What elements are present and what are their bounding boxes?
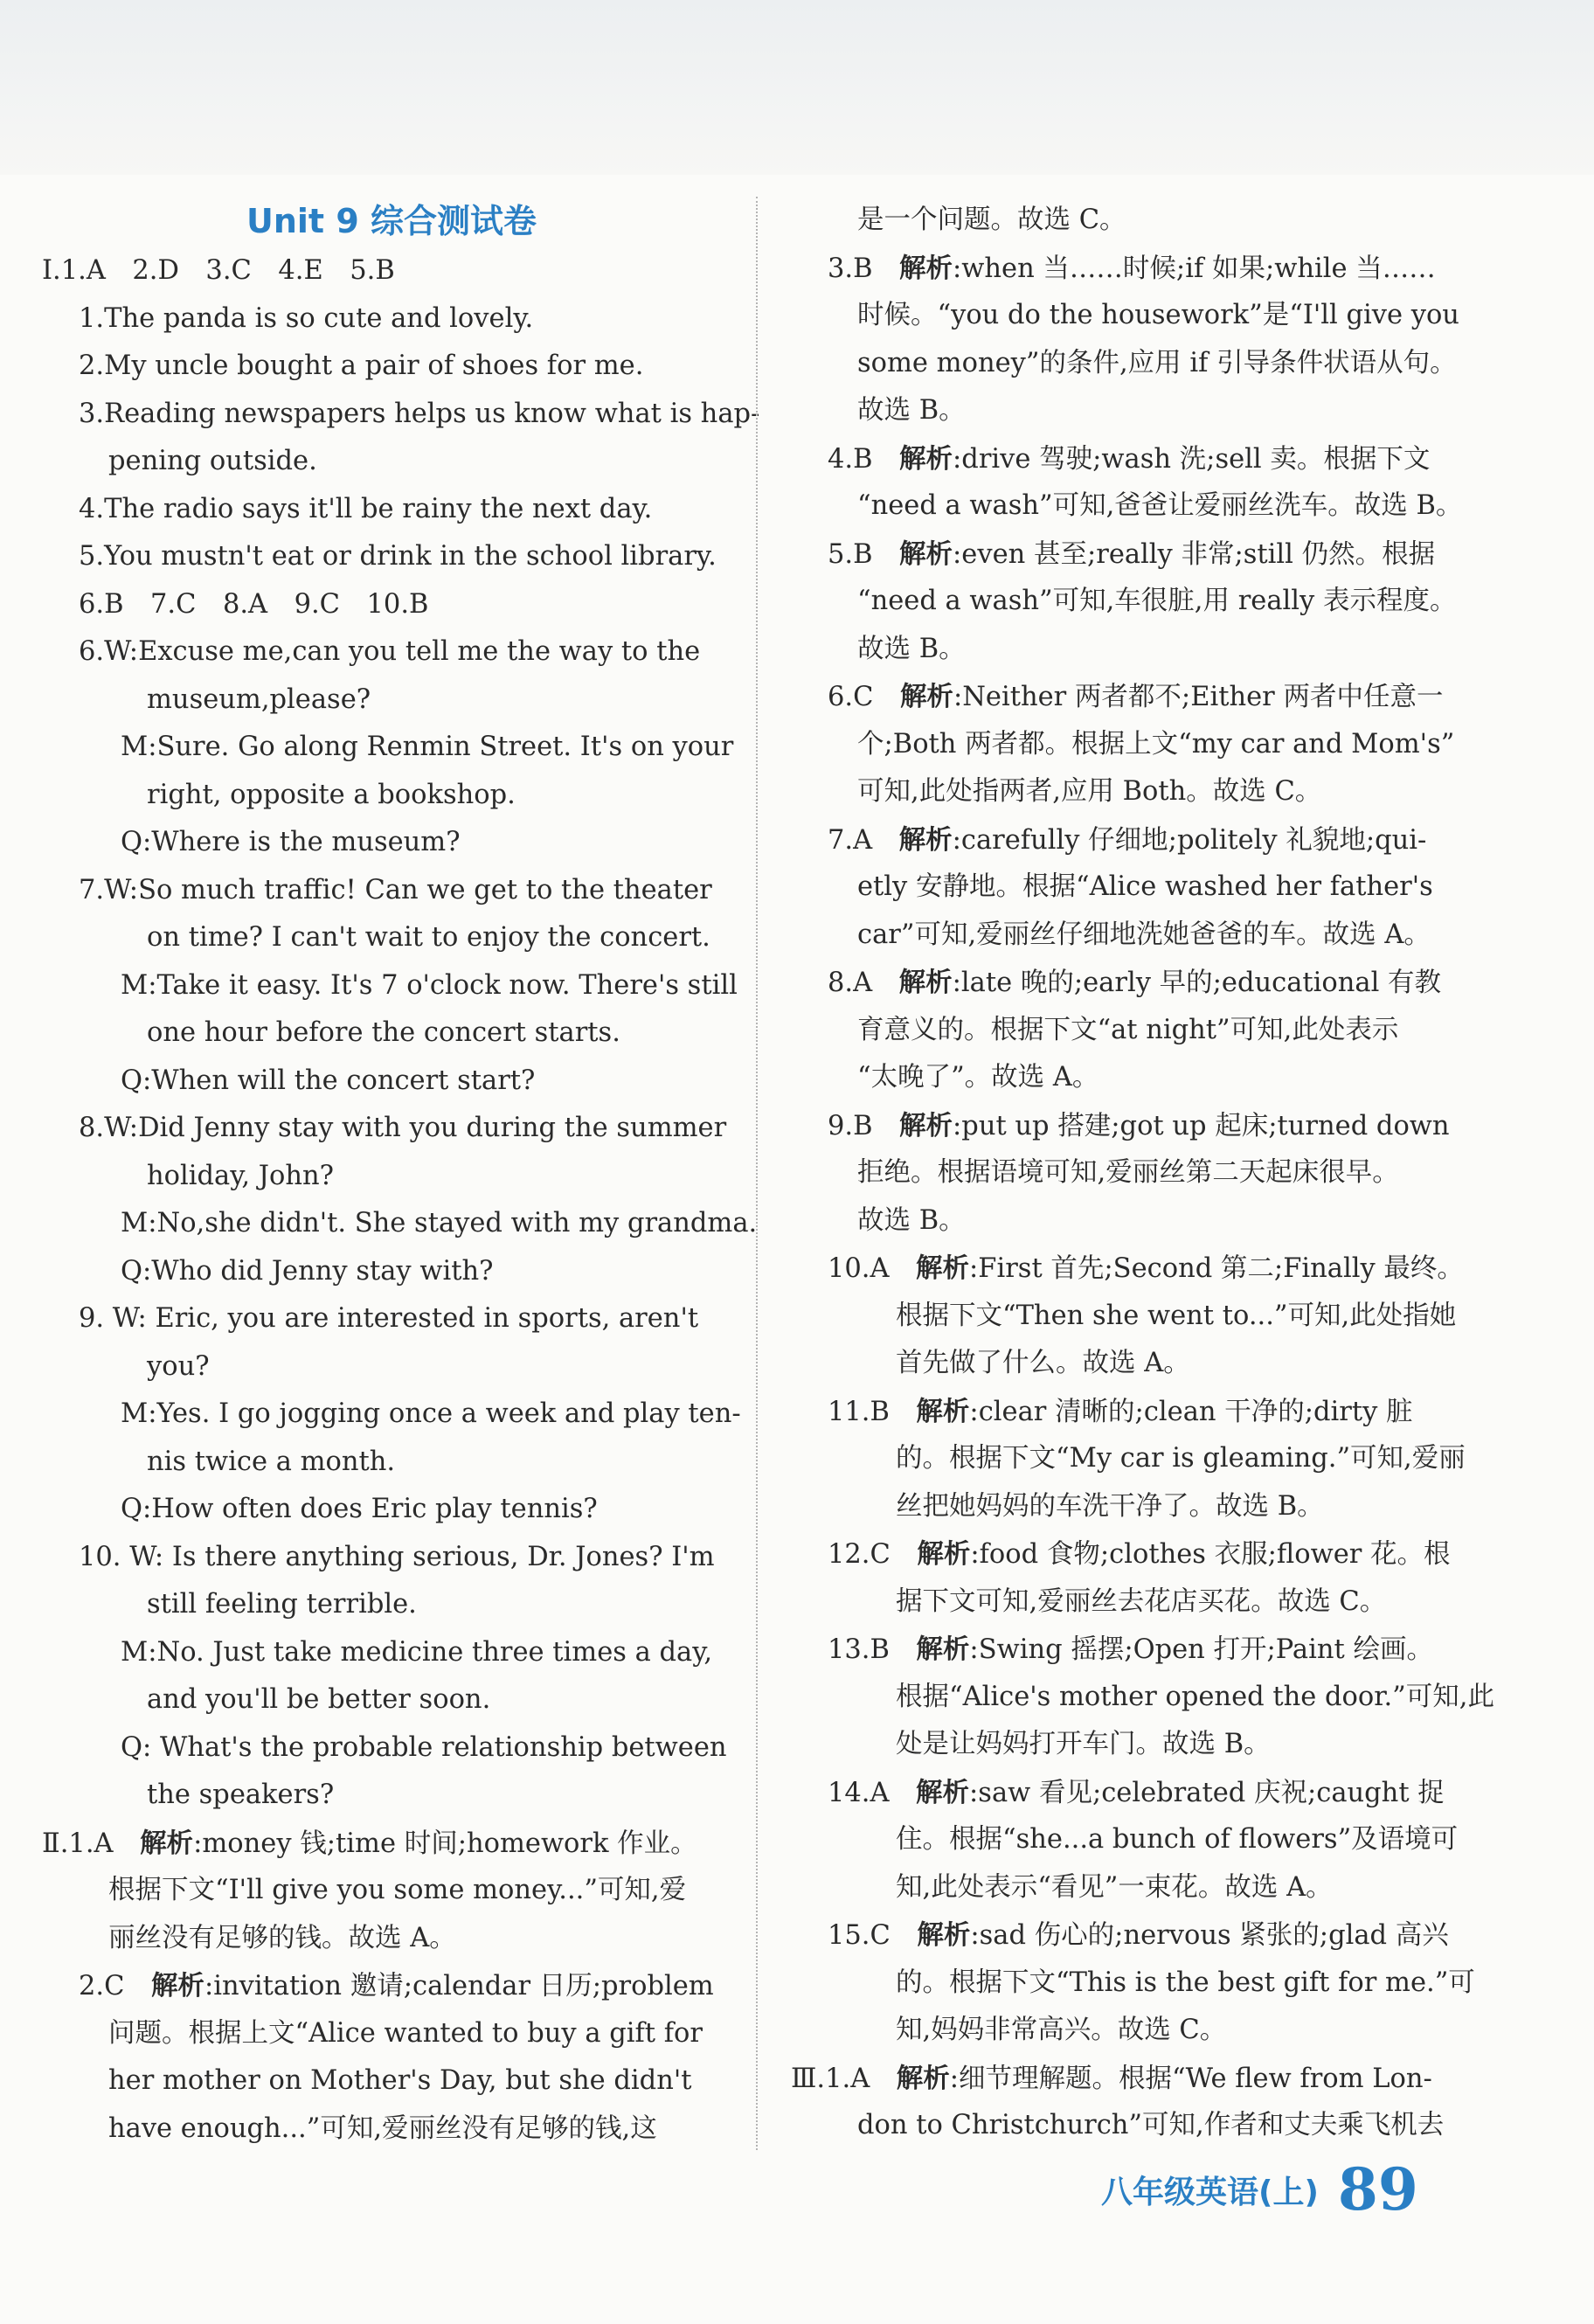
text-line: 8.W:Did Jenny stay with you during the summer — [79, 1113, 727, 1143]
text-line: 根据下文“I'll give you some money...”可知,爱 — [108, 1875, 687, 1905]
text-line: 根据“Alice's mother opened the door.”可知,此 — [896, 1681, 1494, 1712]
left-column — [42, 197, 760, 2153]
analysis-label: 解析 — [916, 1776, 970, 1808]
text-line: some money”的条件,应用 if 引导条件状语从句。 — [857, 347, 1457, 378]
text-line: 6.W:Excuse me,can you tell me the way to the — [79, 636, 701, 667]
text-line: 根据下文“Then she went to...”可知,此处指她 — [896, 1300, 1457, 1331]
text-line: 2.C 解析:invitation 邀请;calendar 日历;problem — [79, 1970, 714, 2001]
analysis-label: 解析 — [916, 1252, 970, 1284]
text-line: 14.A 解析:saw 看见;celebrated 庆祝;caught 捉 — [828, 1776, 1445, 1808]
text-line: 4.B 解析:drive 驾驶;wash 洗;sell 卖。根据下文 — [828, 442, 1431, 475]
text-line: car”可知,爱丽丝仔细地洗她爸爸的车。故选 A。 — [857, 919, 1431, 950]
text-line: one hour before the concert starts. — [147, 1017, 620, 1048]
text-line: Q:Where is the museum? — [121, 827, 461, 857]
text-line: 处是让妈妈打开车门。故选 B。 — [896, 1729, 1271, 1759]
text-line: 住。根据“she...a bunch of flowers”及语境可 — [896, 1824, 1459, 1855]
analysis-label: 解析 — [916, 1395, 970, 1427]
text-line: nis twice a month. — [147, 1446, 396, 1477]
text-line: 个;Both 两者都。根据上文“my car and Mom's” — [857, 728, 1455, 760]
text-line: right, opposite a bookshop. — [147, 779, 516, 810]
text-line: Q:How often does Eric play tennis? — [121, 1494, 598, 1524]
text-line: 7.W:So much traffic! Can we get to the theater — [79, 874, 712, 905]
text-line: 故选 B。 — [857, 1204, 966, 1236]
text-line: 丝把她妈妈的车洗干净了。故选 B。 — [896, 1490, 1324, 1522]
text-line: 10.A 解析:First 首先;Second 第二;Finally 最终。 — [828, 1252, 1464, 1284]
text-line: 5.You mustn't eat or drink in the school library. — [79, 541, 717, 572]
text-line: 8.A 解析:late 晚的;early 早的;educational 有教 — [828, 967, 1442, 998]
text-line: 据下文可知,爱丽丝去花店买花。故选 C。 — [896, 1585, 1387, 1617]
analysis-label: 解析 — [899, 252, 953, 284]
text-line: pening outside. — [108, 446, 317, 476]
text-line: 故选 B。 — [857, 633, 966, 664]
analysis-label: 解析 — [899, 681, 953, 712]
text-line: 的。根据下文“My car is gleaming.”可知,爱丽 — [896, 1443, 1466, 1474]
text-line: on time? I can't wait to enjoy the concert. — [147, 922, 710, 953]
analysis-label: 解析 — [899, 538, 953, 570]
analysis-label: 解析 — [917, 1919, 971, 1951]
text-line: 6.B 7.C 8.A 9.C 10.B — [79, 588, 429, 620]
analysis-label: 解析 — [150, 1970, 204, 2001]
text-line: 知,妈妈非常高兴。故选 C。 — [896, 2015, 1227, 2045]
text-line: Ⅱ.1.A 解析:money 钱;time 时间;homework 作业。 — [42, 1827, 697, 1859]
text-line: holiday, John? — [147, 1160, 335, 1191]
text-line: 是一个问题。故选 C。 — [857, 205, 1126, 235]
text-line: 首先做了什么。故选 A。 — [896, 1348, 1190, 1378]
text-line: 育意义的。根据下文“at night”可知,此处表示 — [857, 1014, 1399, 1045]
analysis-label: 解析 — [917, 1538, 971, 1570]
text-line: her mother on Mother's Day, but she didn't — [108, 2065, 692, 2096]
analysis-label: 解析 — [899, 442, 953, 475]
text-line: museum,please? — [147, 683, 371, 715]
text-line: 9.B 解析:put up 搭建;got up 起床;turned down — [828, 1109, 1450, 1141]
page-title: Unit 9 综合测试卷 — [246, 202, 537, 240]
text-line: the speakers? — [147, 1779, 335, 1810]
column-divider — [756, 197, 758, 2150]
text-line: Q:When will the concert start? — [121, 1065, 536, 1096]
text-line: 3.Reading newspapers helps us know what is hap- — [79, 398, 760, 429]
text-line: “need a wash”可知,爸爸让爱丽丝洗车。故选 B。 — [857, 490, 1463, 521]
text-line: 的。根据下文“This is the best gift for me.”可 — [896, 1967, 1475, 1998]
text-line: 10. W: Is there anything serious, Dr. Jones? I'm — [79, 1541, 715, 1572]
text-line: don to Christchurch”可知,作者和丈夫乘飞机去 — [857, 2110, 1445, 2140]
text-line: and you'll be better soon. — [147, 1684, 491, 1715]
analysis-label: 解析 — [140, 1827, 194, 1859]
text-line: 2.My uncle bought a pair of shoes for me. — [79, 350, 644, 381]
text-line: Ⅰ.1.A 2.D 3.C 4.E 5.B — [42, 255, 395, 286]
text-line: 拒绝。根据语境可知,爱丽丝第二天起床很早。 — [857, 1157, 1399, 1188]
analysis-label: 解析 — [898, 823, 953, 856]
text-line: 可知,此处指两者,应用 Both。故选 C。 — [857, 776, 1322, 807]
text-line: M:Yes. I go jogging once a week and play ten- — [121, 1398, 741, 1429]
analysis-label: 解析 — [896, 2062, 950, 2094]
text-line: 丽丝没有足够的钱。故选 A。 — [108, 1922, 456, 1953]
analysis-label: 解析 — [899, 1109, 953, 1141]
text-line: 1.The panda is so cute and lovely. — [79, 302, 534, 334]
text-line: 15.C 解析:sad 伤心的;nervous 紧张的;glad 高兴 — [828, 1919, 1449, 1951]
text-line: 9. W: Eric, you are interested in sports, aren't — [79, 1303, 699, 1334]
text-line: 故选 B。 — [857, 395, 966, 426]
text-line: Q: What's the probable relationship between — [121, 1731, 727, 1763]
analysis-label: 解析 — [898, 967, 953, 998]
right-column — [791, 197, 1494, 2150]
page-number: 89 — [1337, 2155, 1418, 2223]
text-line: have enough...”可知,爱丽丝没有足够的钱,这 — [108, 2112, 657, 2144]
text-line: 5.B 解析:even 甚至;really 非常;still 仍然。根据 — [828, 538, 1436, 570]
text-line: 13.B 解析:Swing 摇摆;Open 打开;Paint 绘画。 — [828, 1634, 1433, 1665]
text-line: M:Sure. Go along Renmin Street. It's on your — [121, 732, 734, 762]
text-line: 3.B 解析:when 当……时候;if 如果;while 当…… — [828, 252, 1436, 284]
text-line: “need a wash”可知,车很脏,用 really 表示程度。 — [857, 586, 1457, 616]
text-line: Q:Who did Jenny stay with? — [121, 1255, 494, 1287]
text-line: 问题。根据上文“Alice wanted to buy a gift for — [108, 2017, 703, 2049]
top-margin-band — [0, 0, 1594, 175]
text-line: 知,此处表示“看见”一束花。故选 A。 — [896, 1871, 1333, 1903]
text-line: you? — [147, 1350, 210, 1382]
text-line: 12.C 解析:food 食物;clothes 衣服;flower 花。根 — [828, 1538, 1451, 1570]
text-line: 7.A 解析:carefully 仔细地;politely 礼貌地;qui- — [828, 823, 1427, 856]
text-line: 6.C 解析:Neither 两者都不;Either 两者中任意一 — [828, 681, 1444, 712]
text-line: “太晚了”。故选 A。 — [857, 1062, 1099, 1093]
text-line: M:No,she didn't. She stayed with my grandma. — [121, 1208, 758, 1238]
text-line: etly 安静地。根据“Alice washed her father's — [857, 871, 1433, 902]
text-line: still feeling terrible. — [147, 1589, 417, 1620]
text-line: 11.B 解析:clear 清晰的;clean 干净的;dirty 脏 — [828, 1395, 1413, 1427]
grade-subject-label: 八年级英语(上) — [1101, 2174, 1319, 2210]
text-line: M:No. Just take medicine three times a day, — [121, 1636, 713, 1668]
text-line: M:Take it easy. It's 7 o'clock now. There's still — [121, 969, 738, 1001]
text-line: Ⅲ.1.A 解析:细节理解题。根据“We flew from Lon- — [791, 2062, 1432, 2094]
text-line: 时候。“you do the housework”是“I'll give you — [857, 300, 1459, 330]
page-footer — [1101, 2146, 1418, 2233]
analysis-label: 解析 — [916, 1634, 970, 1665]
text-line: 4.The radio says it'll be rainy the next day. — [79, 493, 653, 524]
